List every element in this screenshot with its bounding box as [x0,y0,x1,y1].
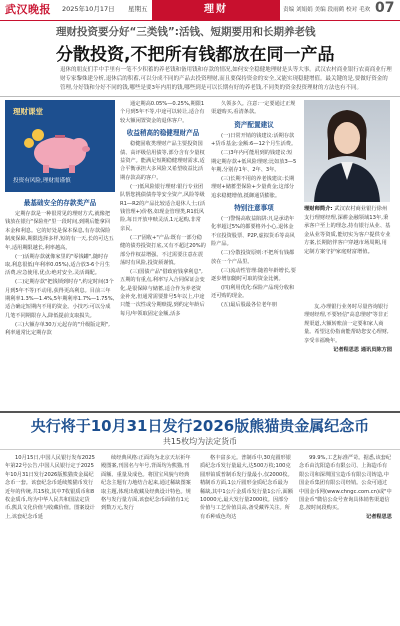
subheading: 最基础安全的存款类产品 [23,199,97,207]
paragraph: 通定期高0.05%—0.25%,期限1个月到5年不等,中途可以转让,适合有较大额闲置资金的退休客户。 [120,101,205,124]
paragraph: (二)3年内可能用到的钱建议:短期定期存款+低风险理财;比如放3—5年期,分别存1年、2年、3年。 [211,150,297,173]
editor-credits: 责编 刘娟娟 美编 段雨鹤 校对 毛欢 [283,7,371,13]
advisor-bio [304,205,392,256]
paragraph: 10月15日,中国人民银行发布2025年第22号公告,中国人民银行定于2025年10月31日发行2026版熊猫贵金属纪念币一套。该套纪念币延续熊猫币发行近年的传统,共15枚,其中7枚银质币和8枚金质币,均为中华人民共和国法定货币,熊具文化价值与收藏价值。图案设计上,该套纪念币延 [5,455,95,520]
lead-divider [0,96,400,97]
byline: 记者程思思 [366,514,392,521]
paragraph: 续经典风格:正面均为北京天坛祈年殿图案,刊国名与年号,背面均为熊猫,刊面额、重量及成色。将国宝风貌与经典纪念主题有力地结合起来,通过稀缺图案取主题,体现出收藏及经典设计特色。规格与发行量方面,该套纪念币面值有1元到数万元,发行 [101,455,191,512]
advisor-bio-label: 理财师简介: [304,206,333,212]
article-column-3 [211,100,297,406]
story2-column-1 [5,454,95,622]
paragraph: 99.9%,工艺标准严苛。据悉,该套纪念币由沈阳造币有限公司、上海造币有限公司和深圳国宝造币有限公司铸造,中国金币集团有限公司经销。公众可通过中国金币网(www.chngc.com.cn)或"中国金币"微信公众号查询具体销售渠道信息,按时间段购买。 [299,455,392,512]
paragraph: (一)警惕高收益陷阱:凡是承诺年化率超过5%的都要格外小心,退休金不宜投资股票、P2P,虚拟货币等高风险产品。 [211,216,295,248]
article-column-2 [120,100,206,406]
header-divider [0,20,400,21]
paragraph: 定期存款是一种很常见的理财方式,就像把钱放在银行"保险柜"里一段时间,到期后能拿回本金和利息。它的好处是保本保息,有存款保险制度保障,期限选择多样,短的有一天,长的可达五年,适用期限越长,利率越高。 [5,211,114,251]
section-title: 理财 [152,0,280,20]
advisor-photo [304,100,390,202]
paragraph: 友,办理银行业务时尽量咨询银行理财经理,不要轻信"高息理财"等非正规渠道,大额转账前一定要和家人商量。希望这份指南能帮助您安心理财,享受幸福晚年。 [304,304,389,344]
story2-column-2 [101,454,194,622]
story2-headline: 央行将于10月31日发行2026版熊猫贵金属纪念币 [30,417,370,435]
story-divider [0,411,400,413]
finance-class-banner [5,100,115,192]
piggy-bank-icon [21,125,99,173]
advisor-bio-text: 武汉农村商业银行徐州支行理财经理,深耕金融领域13年,秉承客户至上的理念,持有银行从业、基金从业等资质,能切实为客户提供专业方案,长期陪伴客户穿越市场周期,用定制方案守护家庭财富增值。 [304,206,391,255]
story2-subheadline: 共15枚均为法定货币 [162,437,238,446]
portrait-image [304,100,390,202]
subheading: 资产配置建议 [234,120,274,129]
story1-headline: 分散投资,不把所有钱都放在同一产品 [56,45,335,65]
page-number: 07 [375,0,395,16]
story1-lead: 退休的朋友们手中手里有一笔不少积蓄的养老钱和备用钱和存款的情况,如何安全稳健地理财是头等大事。武汉农村商业银行农商商业行理财专家黎姝建分析,退休后的积蓄,可以分成不同的产品去投资理财,而且要保持资金的安全,又能实现稳健增值。最关键的是,要做好资金的管理,分好钱和分好不同的钱,哪些是要3年内用的钱,哪些到是可以长期有好的养老钱,不同类的资金投资理财的方法也有不同。 [60,67,392,91]
paragraph: (三)流动性管理:随着年龄增长,要逐步增加随时可取的资金比例。 [211,267,296,282]
paragraph: (五)最后股最各位老年朋 [221,302,277,309]
story2-column-3 [200,454,293,622]
story2-column-4 [299,454,392,622]
paragraph: 稳健固收类理财产品主要投资国债、高评级信用债等,部分含有少量权益资产。能满足短期稳健理财需求,适合平衡承担大多风险又希望收益比活期存款高的客户。 [120,141,205,181]
paragraph: (三)大额存单30万元起存的"升级版定期",利率通常比定期存款 [5,321,110,337]
banner-subtitle: 投资有风险,理财需谨慎 [13,178,71,184]
issue-weekday: 星期五 [128,5,148,13]
byline: 记者程思思 通讯员陈方园 [333,346,392,353]
newspaper-logo: 武汉晚报 [5,3,51,16]
paragraph: (四)利用优化:保险产品现分收和还可购的现金。 [211,284,295,300]
paragraph: 久领多久。注意:一定要通过正规渠道购买,看清条款。 [211,101,296,116]
paragraph: (一)活期存款就像家里的"零钱罐",随时存取,利息很低(年利率0.05%),适合放3-6个月生活费,应急使用,优点:绝对安全,灵活调配。 [5,253,110,277]
paragraph: (一)低风险银行理财:银行专业团队帮您挑债债券等安全资产,风险等级R1—R2的产品比较适合退休人士;(活钱管理+)价格,如现金管理类,R1低风险,每日开放申赎灵活,1元起购,非常亲民。 [120,183,206,232]
paragraph: (二)分散投资原则:不把所有钱都放在一个产品里。 [211,250,295,265]
article-column-4 [304,303,392,407]
issue-date: 2025年10月17日 [62,5,115,13]
banner-title: 理财课堂 [13,107,43,116]
paragraph: (二)"固收+"产品:既有一部分稳健的债券投资打底,又有不超过20%的部分作权益增强。不过需要注意在震荡时有风险,投资须谨慎。 [120,234,206,266]
paragraph: (二)定期存款"把钱锁到时存",约定时间(3个月到5年不等)不动用,获得更高利息。目前三年期利率1.3%—1.4%,5年期利率1.7%—1.75%,适合确定短期内不用的资金。小技巧:可以分成几笔不同期限存入,降低提前支取损失。 [5,279,115,319]
page-header [0,0,400,20]
story1-kicker: 理财投资要分好“三类钱”:活钱、短期要用和长期养老钱 [56,26,316,38]
paragraph: 格丰富多元。普制币中,30克圆形银质纪念币发行量最大,达500万枚;100克圆形铂质普制币发行量最小,仅2000枚。精制币方面,1公斤圆形金质纪念币最为稀缺,其中1公斤金质币发行量1公斤,面额10000元,最大发行量2000枚。因部分价值与工艺价值具高,备受藏界关注。所有币种成色均达 [200,455,293,520]
article-column-1 [5,198,115,406]
story2-divider [0,449,400,450]
paragraph: (一)日常开销的钱建议:活期存款+货币基金;金额:6—12个月生活费。 [211,132,297,148]
paragraph: (三)国债产品"借政府钱拿利息",五期的有重点,利率写入合同保证会变化,是很保障与储蓄,适合作为养老资金补充,但通常需要排号5年以上,中途只能一次性或分期赎提,到约定年龄后每月/年领取固定金额,活多 [120,268,205,317]
paragraph: (三)长期不用的养老钱建议:长期理财+储蓄型保险+少量黄金;这部分追求稳健增值,抵御通货膨胀。 [211,175,295,199]
subheading: 收益稍高的稳健理财产品 [126,129,200,138]
subheading: 特别注意事项 [234,204,274,213]
